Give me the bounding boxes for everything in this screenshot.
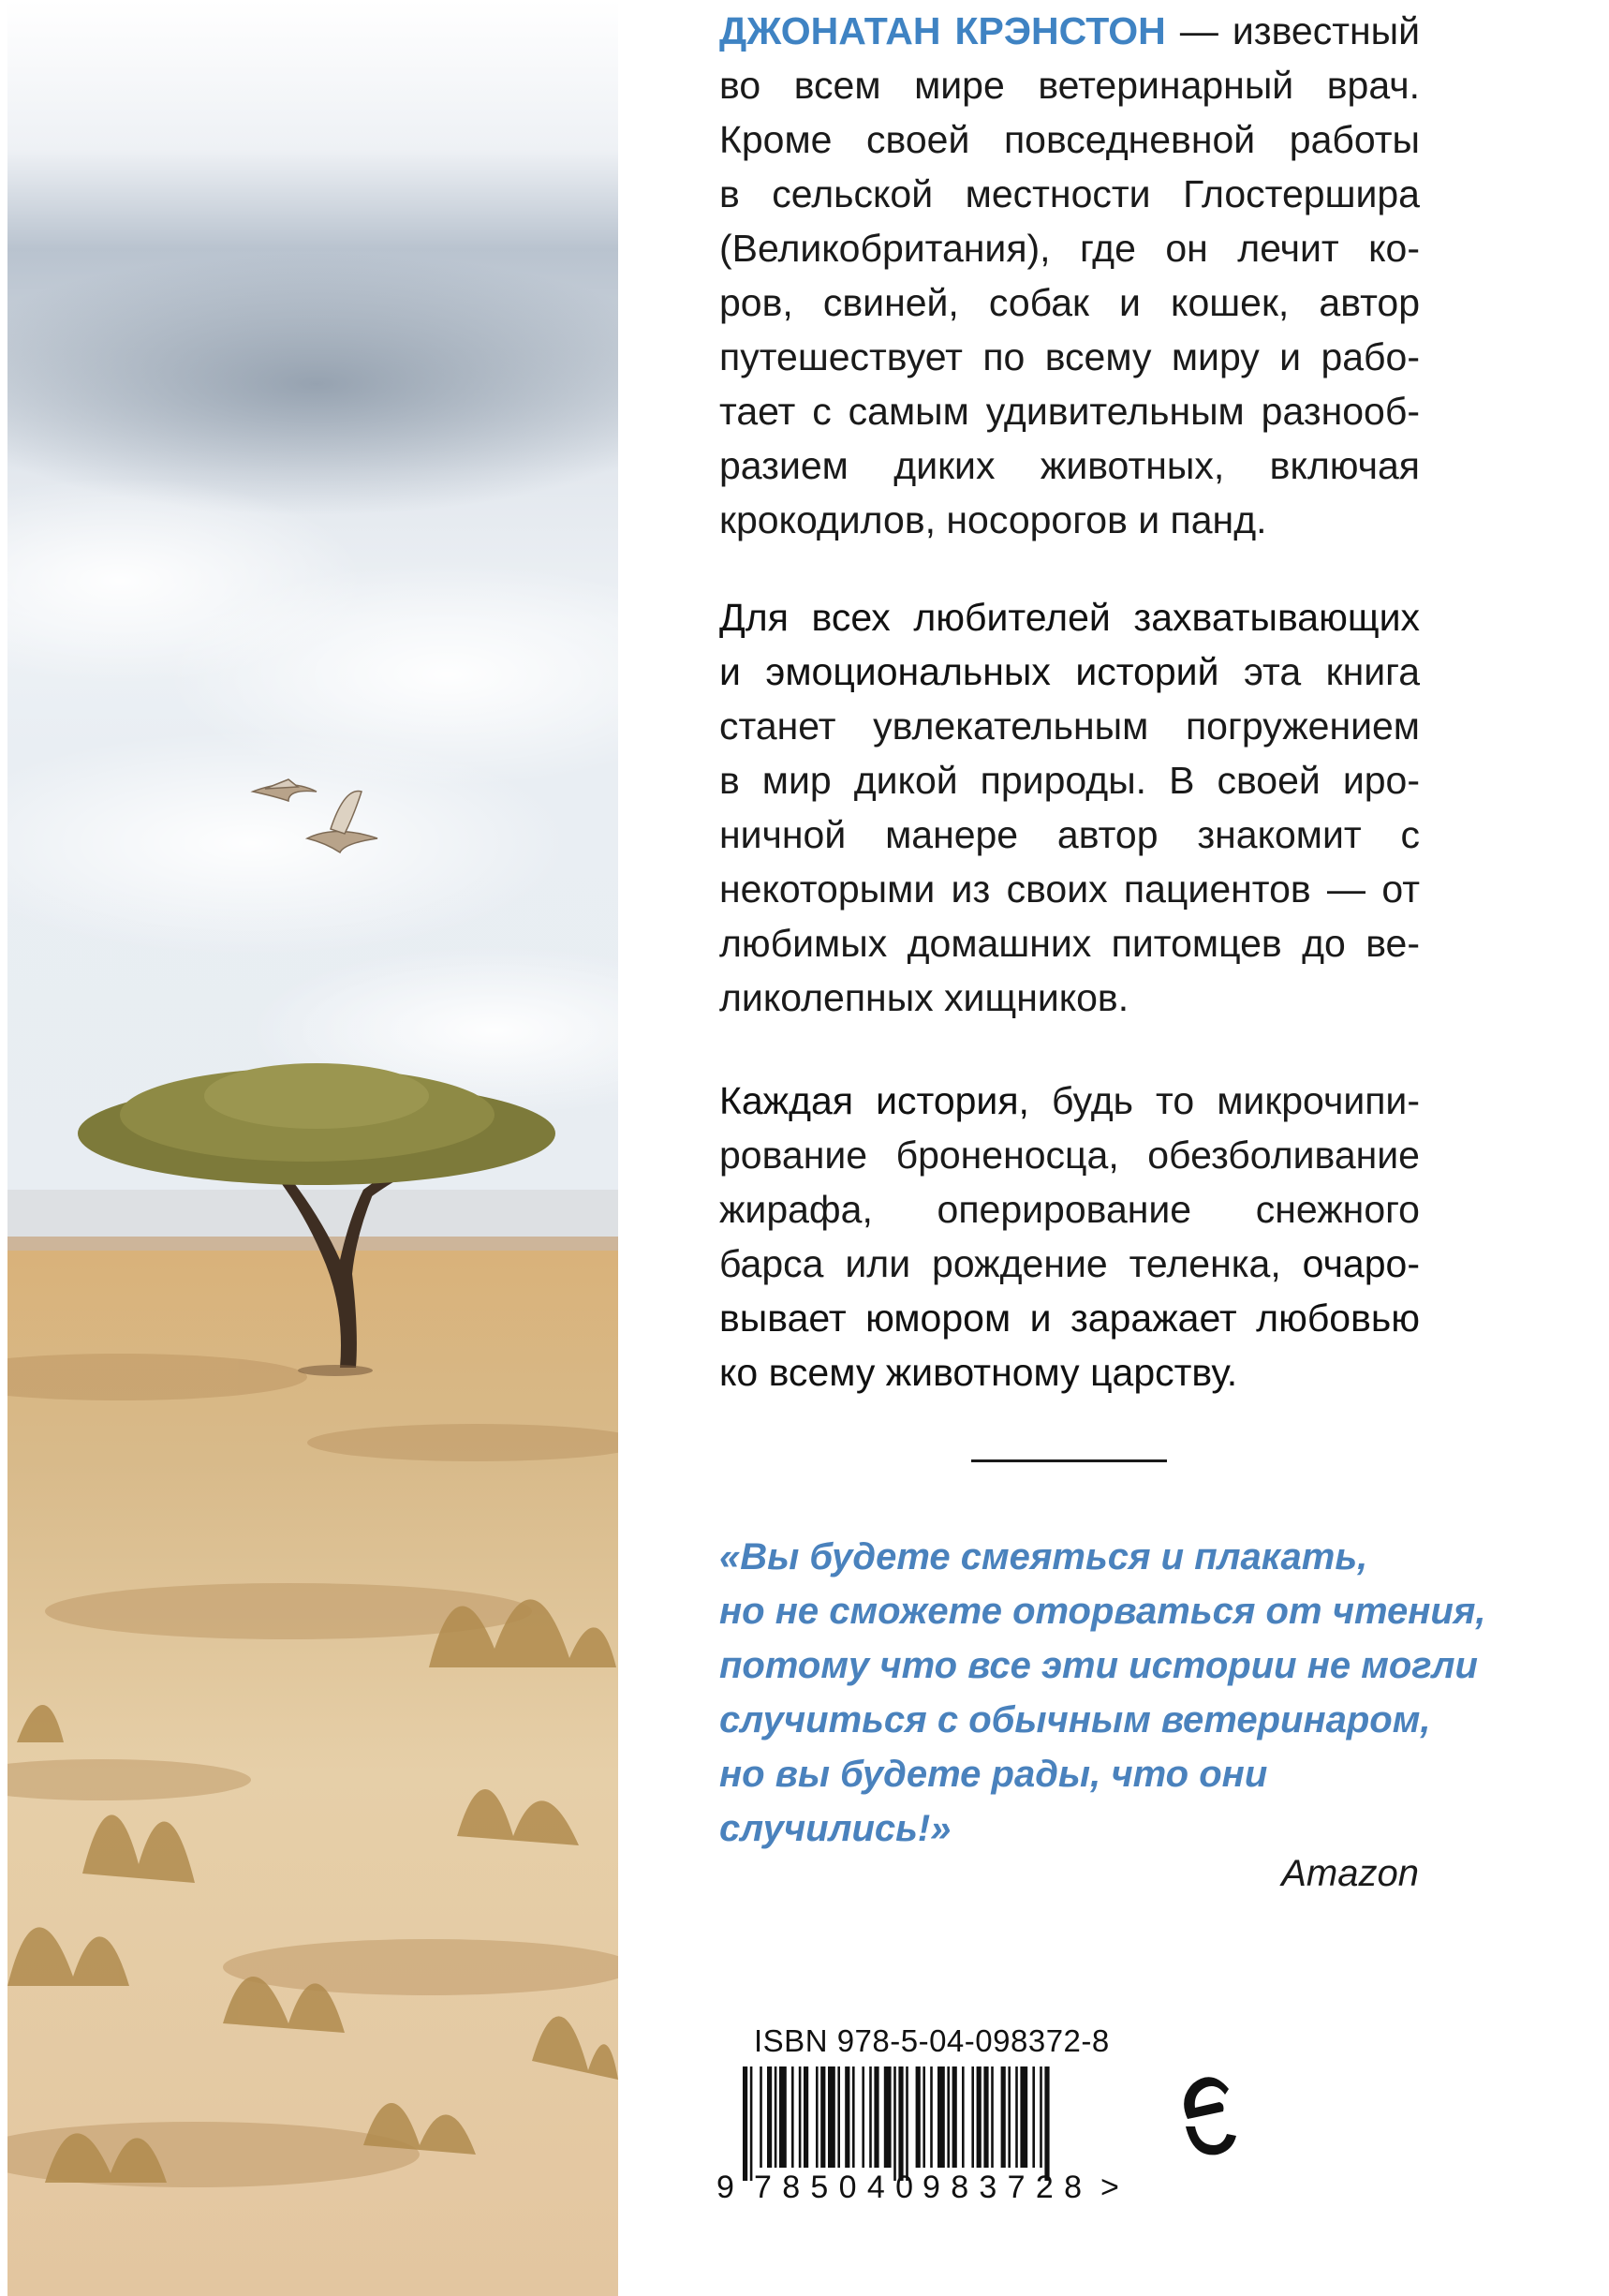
barcode-bar <box>852 2066 855 2168</box>
publisher-logo-icon <box>1174 2061 1240 2173</box>
book-description-paragraph: Для всех любителей захватывающих и эмоциональных историй эта книга станет увлекательным погружением в мир дикой природы. В своей иро- ничной манере автор знакомит с некоторыми из своих пациентов — от любимых домашних питомцев до ве- ликолепных хищников. <box>719 596 1420 1019</box>
barcode-digits-left: 785040 <box>754 2170 913 2201</box>
barcode-bar <box>1040 2066 1042 2168</box>
barcode-bar <box>816 2066 819 2168</box>
barcode-bar <box>1032 2066 1035 2168</box>
savanna-photo <box>7 0 618 2296</box>
barcode-bar <box>971 2066 974 2168</box>
barcode-bar <box>906 2066 908 2181</box>
barcode-bar <box>869 2066 872 2168</box>
barcode-bar <box>930 2066 933 2168</box>
barcode-bar <box>977 2066 982 2168</box>
author-name: ДЖОНАТАН КРЭНСТОН <box>719 9 1166 52</box>
barcode-bar <box>991 2066 994 2168</box>
barcode-digit-first: 9 <box>716 2170 734 2201</box>
barcode <box>716 2061 1129 2201</box>
barcode-bar <box>799 2066 802 2168</box>
barcode-bar <box>916 2066 921 2168</box>
stories-paragraph: Каждая история, будь то микрочипи- рование броненосца, обезболивание жирафа, оперирование снежного барса или рождение теленка, очаро- вывает юмором и заражает любовью ко всему животному царству. <box>719 1079 1420 1394</box>
barcode-bar <box>898 2066 903 2181</box>
barcode-bar <box>828 2066 835 2168</box>
barcode-bar <box>1020 2066 1027 2168</box>
barcode-bar <box>1001 2066 1006 2168</box>
section-divider <box>971 1459 1167 1462</box>
barcode-bar <box>820 2066 825 2168</box>
isbn-label: ISBN 978-5-04-098372-8 <box>754 2023 1110 2058</box>
barcode-bar <box>1015 2066 1018 2168</box>
barcode-bar <box>804 2066 808 2168</box>
barcode-bar <box>884 2066 892 2168</box>
barcode-bar <box>862 2066 864 2168</box>
barcode-bar <box>923 2066 925 2168</box>
barcode-bar <box>760 2066 762 2168</box>
barcode-digits-right: 983728 <box>923 2170 1082 2201</box>
barcode-bar <box>791 2066 794 2168</box>
barcode-bar <box>775 2066 777 2168</box>
barcode-bar <box>837 2066 840 2168</box>
barcode-bar <box>743 2066 747 2181</box>
author-bio-paragraph: ДЖОНАТАН КРЭНСТОН — известный во всем мире ветеринарный врач. Кроме своей повседневной работы в сельской местности Глостершира (Великобритания), где он лечит ко- ров, свиней, собак и кошек, автор путешествует по всему миру и рабо- тает с самым удивительным разнооб- разием диких животных, включая крокодилов, носорогов и панд. <box>719 9 1420 541</box>
barcode-bar <box>845 2066 849 2168</box>
barcode-bar <box>962 2066 965 2168</box>
barcode-bar <box>1044 2066 1049 2181</box>
barcode-bar <box>937 2066 945 2168</box>
review-quote: «Вы будете смеяться и плакать, но не сможете оторваться от чтения, потому что все эти истории не могли случиться с обычным ветеринаром, но вы будете рады, что они случились!» <box>719 1536 1486 1849</box>
barcode-bar <box>750 2066 753 2181</box>
quote-source: Amazon <box>1281 1853 1419 1894</box>
barcode-bar <box>983 2066 988 2168</box>
barcode-bar <box>947 2066 950 2168</box>
barcode-bar <box>874 2066 878 2168</box>
barcode-bar <box>1008 2066 1011 2168</box>
barcode-bar <box>952 2066 957 2168</box>
barcode-bar <box>779 2066 787 2168</box>
barcode-bar <box>767 2066 772 2168</box>
barcode-bar <box>893 2066 896 2181</box>
barcode-digit-tail: > <box>1100 2170 1119 2201</box>
